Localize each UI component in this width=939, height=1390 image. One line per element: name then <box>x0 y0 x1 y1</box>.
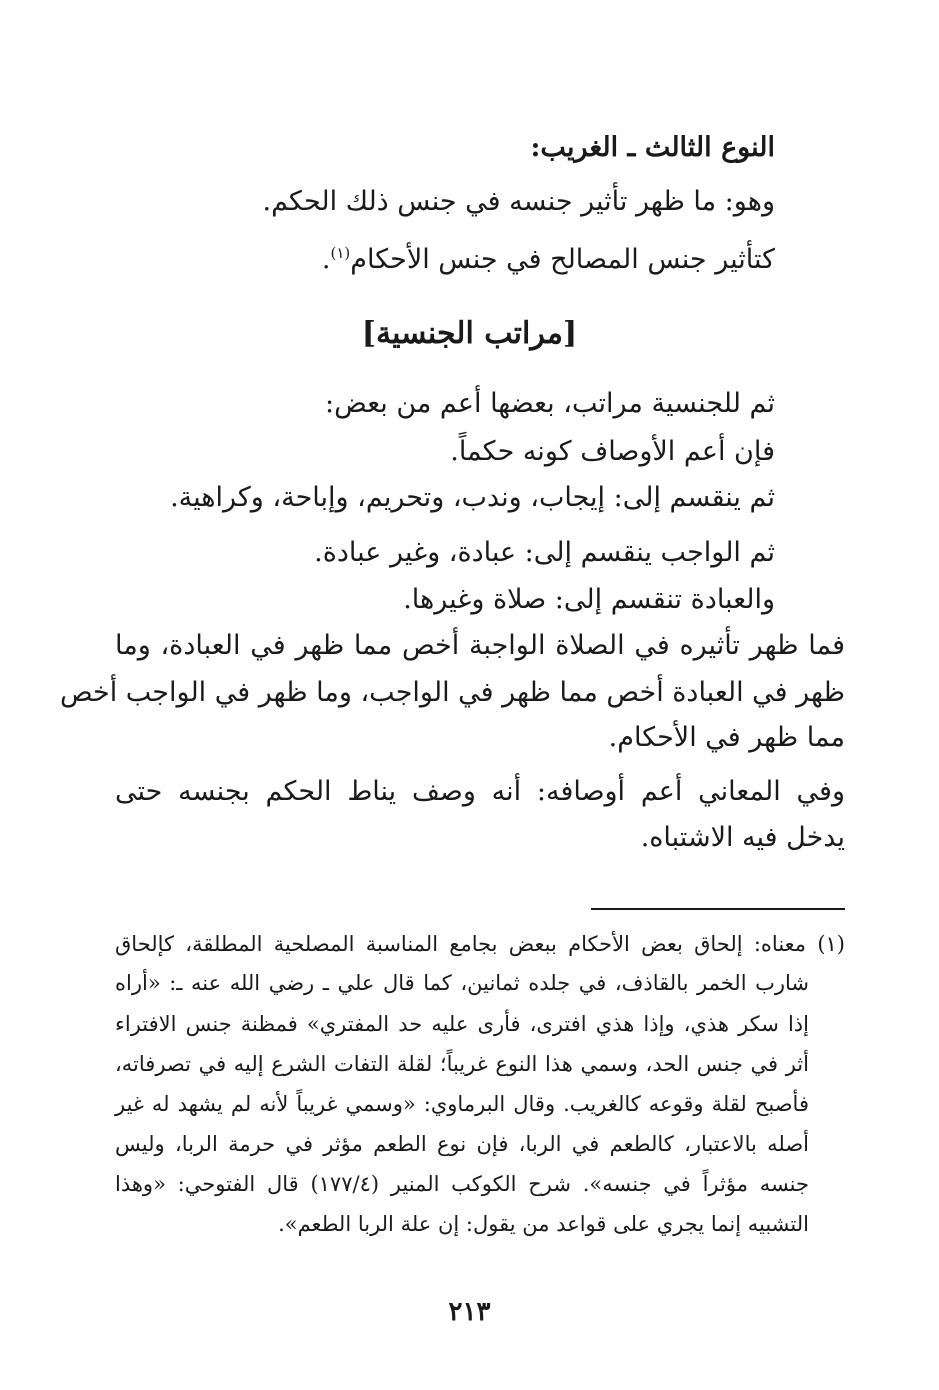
paragraph-line: ثم الواجب ينقسم إلى: عبادة، وغير عبادة. <box>314 537 775 568</box>
paragraph-line: فإن أعم الأوصاف كونه حكماً. <box>450 436 775 467</box>
paragraph-line: يدخل فيه الاشتباه. <box>640 822 845 853</box>
paragraph-line: فما ظهر تأثيره في الصلاة الواجبة أخص مما ظهر في العبادة، وما <box>115 630 845 661</box>
paragraph-line: ثم للجنسية مراتب، بعضها أعم من بعض: <box>325 388 775 419</box>
page-number: ٢١٣ <box>448 1297 491 1327</box>
paragraph-line: والعبادة تنقسم إلى: صلاة وغيرها. <box>403 584 775 615</box>
definition-line: وهو: ما ظهر تأثير جنسه في جنس ذلك الحكم. <box>262 186 775 217</box>
footnote-line: جنسه مؤثراً في جنسه». شرح الكوكب المنير (١٧٧/٤) قال الفتوحي: «وهذا <box>115 1172 810 1196</box>
example-end: . <box>321 244 331 275</box>
footnote-line: شارب الخمر بالقاذف، في جلده ثمانين، كما قال علي ـ رضي الله عنه ـ: «أراه <box>115 971 809 995</box>
paragraph-line: وفي المعاني أعم أوصافه: أنه وصف يناط الحكم بجنسه حتى <box>115 776 845 807</box>
section-title: النوع الثالث ـ الغريب: <box>530 132 775 163</box>
section-heading: [مراتب الجنسية] <box>361 316 578 351</box>
example-line <box>115 240 775 280</box>
paragraph-line: ظهر في العبادة أخص مما ظهر في الواجب، وما ظهر في الواجب أخص <box>59 677 845 708</box>
footnote-line: فأصبح لقلة وقوعه كالغريب. وقال البرماوي: «وسمي غريباً لأنه لم يشهد له غير <box>115 1092 809 1116</box>
example-text: كتأثير جنس المصالح في جنس الأحكام <box>350 244 775 275</box>
footnote-reference: (١) <box>330 244 351 262</box>
footnote-line: إذا سكر هذي، وإذا هذي افترى، فأرى عليه حد المفتري» فمظنة جنس الافتراء <box>115 1012 809 1036</box>
footnote-separator <box>591 908 845 910</box>
paragraph-line: مما ظهر في الأحكام. <box>608 722 845 753</box>
footnote-line: أصله بالاعتبار، كالطعم في الربا، فإن نوع الطعم مؤثر في حرمة الربا، وليس <box>115 1132 809 1156</box>
footnote-line: أثر في جنس الحد، وسمي هذا النوع غريباً؛ لقلة التفات الشرع إليه في تصرفاته، <box>115 1052 809 1076</box>
paragraph-line: ثم ينقسم إلى: إيجاب، وندب، وتحريم، وإباحة، وكراهية. <box>170 482 775 513</box>
footnote-line: (١) معناه: إلحاق بعض الأحكام ببعض بجامع المناسبة المصلحية المطلقة، كإلحاق <box>115 932 845 956</box>
footnote-line: التشبيه إنما يجري على قواعد من يقول: إن علة الربا الطعم». <box>278 1212 809 1236</box>
